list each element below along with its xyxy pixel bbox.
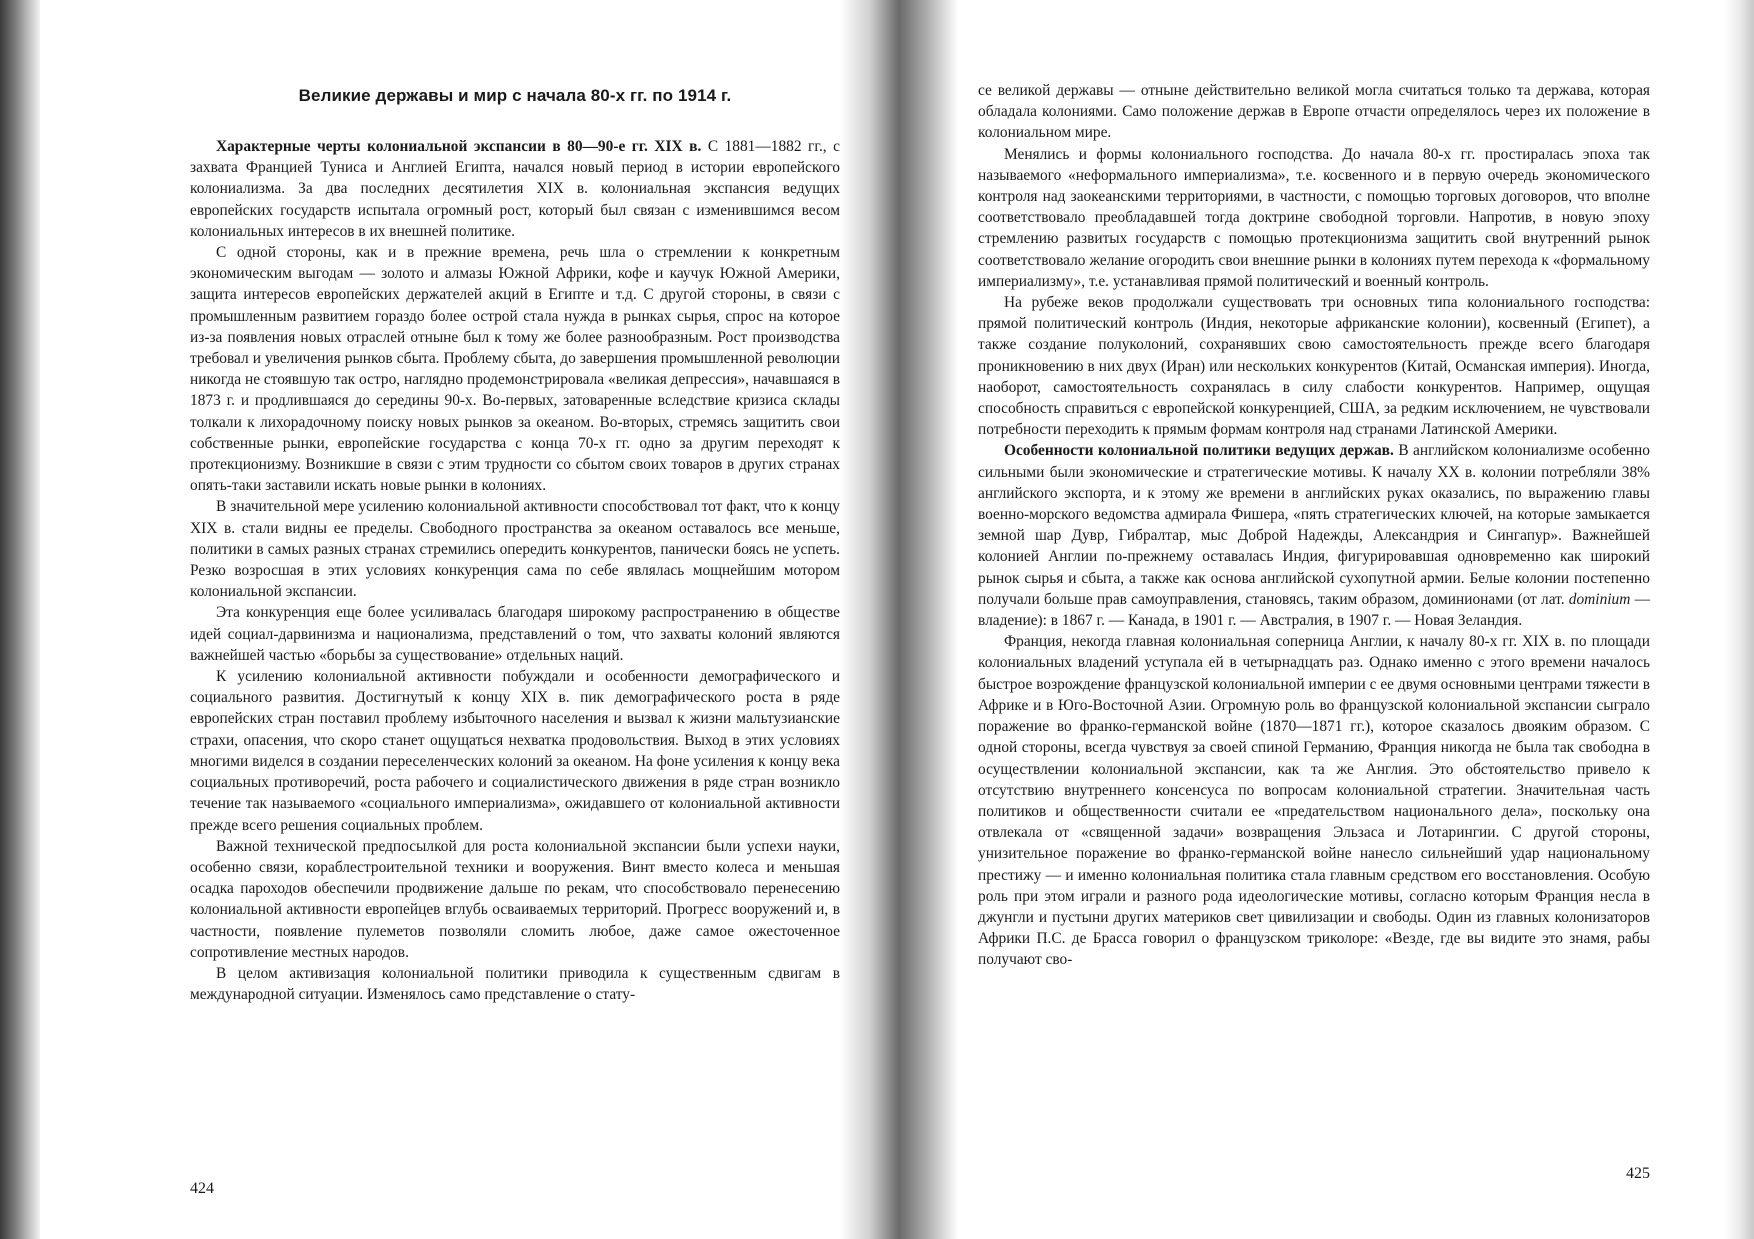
paragraph: Франция, некогда главная колониальная соперница Англии, к началу 80-х гг. XIX в. по площади колониальных владений уступала ей в четырнадцать раз. Однако именно с этого времени началось быстрое возрождение французской колониальной империи с ее двумя основными центрами тяжести в Африке и в Юго-Восточной Азии. Огромную роль во французской колониальной экспансии сыграло поражение во франко-германской войне (1870—1871 гг.), которое сказалось двояким образом. С одной стороны, всегда чувствуя за своей спиной Германию, Франция никогда не была так свободна в осуществлении колониальной экспансии, как та же Англия. Это обстоятельство привело к отсутствию внутреннего консенсуса по вопросам колониальной стратегии. Значительная часть политиков и общественности считали ее «предательством национального дела», поскольку она отвлекала от «священной задачи» возвращения Эльзаса и Лотарингии. С другой стороны, унизительное поражение во франко-германской войне нанесло сильнейший удар национальному престижу — и именно колониальная политика стала главным средством его восстановления. Особую роль при этом играли и разного рода идеологические мотивы, согласно которым Франция несла в джунгли и пустыни других материков свет цивилизации и свободы. Один из главных колонизаторов Африки П.С. де Брасса говорил о французском триколоре: «Везде, где вы видите это знамя, рабы получают сво- [978, 633, 1650, 969]
paragraph-text: — владение): в 1867 г. — Канада, в 1901 г. — Австралия, в 1907 г. — Новая Зеландия. [978, 590, 1650, 630]
paragraph [978, 440, 1650, 631]
latin-term: dominium [1568, 590, 1631, 608]
paragraph [190, 136, 840, 242]
paragraph-text: С 1881—1882 гг., с захвата Францией Туниса и Англией Египта, начался новый период в истории европейского колониализма. За два последних десятилетия XIX в. колониальная экспансия ведущих европейских государств испытала огромный рост, который был связан с изменившимся весом колониальных интересов в их внешней политике. [190, 138, 840, 240]
paragraph: се великой державы — отныне действительно великой могла считаться только та держава, которая обладала колониями. Само положение держав в Европе отчасти определялось через их положение в колониальном мире. [978, 82, 1650, 142]
paragraph-text: В английском колониализме особенно сильными были экономические и стратегические мотивы. К началу XX в. колонии потребляли 38% английского экспорта, и к этому же времени в английских руках оказались, по выражению главы военно-морского ведомства адмирала Фишера, «пять стратегических ключей, на которые замыкается земной шар Дувр, Гибралтар, мыс Доброй Надежды, Александрия и Сингапур». Важнейшей колонией Англии по-прежнему оставалась Индия, фигурировавшая одновременно как широкий рынок сырья и сбыта, а также как основа английской сухопутной армии. Белые колонии постепенно получали больше прав самоуправления, становясь, таким образом, доминионами (от лат. [978, 442, 1650, 608]
paragraph: Важной технической предпосылкой для роста колониальной экспансии были успехи науки, особенно связи, кораблестроительной техники и вооружения. Винт вместо колеса и меньшая осадка пароходов обеспечили продвижение дальше по рекам, что способствовало перенесению колониальной активности европейцев вглубь осваиваемых территорий. Прогресс вооружений и, в частности, появление пулеметов позволяли сломить любое, даже самое ожесточенное сопротивление местных народов. [190, 837, 840, 961]
left-page [190, 0, 840, 1239]
paragraph: На рубеже веков продолжали существовать три основных типа колониального господства: прямой политический контроль (Индия, некоторые африканские колонии), косвенный (Египет), а также создание полуколоний, сохранявших свою самостоятельность прежде всего благодаря проникновению в них двух (Иран) или нескольких конкурентов (Китай, Османская империя). Иногда, наоборот, самостоятельность сохранялась в силу слабости конкурентов. Например, ощущая способность справиться с европейской конкуренцией, США, за редким исключением, не чувствовали потребности переходить к прямым формам контроля над странами Латинской Америки. [978, 294, 1650, 439]
book-edge-shadow-right [1724, 0, 1754, 1239]
paragraph: С одной стороны, как и в прежние времена, речь шла о стремлении к конкретным экономическим выгодам — золото и алмазы Южной Африки, кофе и каучук Южной Америки, защита интересов европейских держателей акций в Египте и т.д. С другой стороны, в связи с промышленным развитием гораздо более острой стала нужда в рынках сырья, спрос на которое из-за появления новых отраслей отныне был к тому же более разнообразным. Рост производства требовал и увеличения рынков сбыта. Проблему сбыта, до завершения промышленной революции никогда не стоявшую так остро, наглядно продемонстрировала «великая депрессия», начавшаяся в 1873 г. и продлившаяся до середины 90-х. Во-первых, затоваренные вследствие кризиса склады толкали к лихорадочному поиску новых рынков за океаном. Во-вторых, стремясь защитить свои собственные рынки, европейские государства с конца 70-х гг. одно за другим переходят к протекционизму. Возникшие в связи с этим трудности со сбытом своих товаров в других странах опять-таки заставили искать новые рынки в колониях. [190, 244, 840, 495]
book-gutter-shadow [840, 0, 958, 1239]
section-heading: Характерные черты колониальной экспансии в 80—90-е гг. XIX в. [216, 138, 702, 155]
paragraph: Эта конкуренция еще более усиливалась благодаря широкому распространению в обществе идей социал-дарвинизма и национализма, представлений о том, что захваты колоний являются важнейшей частью «борьбы за существование» отдельных наций. [190, 604, 840, 664]
paragraph: В значительной мере усилению колониальной активности способствовал тот факт, что к концу XIX в. стали видны ее пределы. Свободного пространства за океаном оставалось все меньше, политики в самых разных странах стремились опередить конкурентов, панически боясь не успеть. Резко возросшая в этих условиях конкуренция сама по себе являлась мощнейшим мотором колониальной экспансии. [190, 498, 840, 601]
paragraph: В целом активизация колониальной политики приводила к существенным сдвигам в международной ситуации. Изменялось само представление о стату- [190, 964, 840, 1004]
section-heading: Особенности колониальной политики ведущих держав. [1004, 442, 1394, 460]
paragraph: Менялись и формы колониального господства. До начала 80-х гг. простиралась эпоха так называемого «неформального империализма», т.е. косвенного и в первую очередь экономического контроля над заокеанскими территориями, в частности, с помощью торговых договоров, что вполне соответствовало преобладавшей тогда доктрине свободной торговли. Напротив, в новую эпоху стремлению развитых государств с помощью протекционизма защитить свой внутренний рынок соответствовало желание огородить свои внешние рынки в колониях путем перехода к «формальному империализму», т.е. устанавливая прямой политический и военный контроль. [978, 145, 1650, 290]
left-page-body [190, 136, 840, 1005]
page-number: 424 [190, 1180, 214, 1197]
paragraph: К усилению колониальной активности побуждали и особенности демографического и социального развития. Достигнутый к концу XIX в. пик демографического роста в ряде европейских стран поставил проблему избыточного населения и вызвал к жизни мальтузианские страхи, опасения, что скоро станет ощущаться нехватка продовольствия. Выход в этих условиях многими виделся в создании переселенческих колоний за океаном. На фоне усиления к концу века социальных противоречий, роста рабочего и социалистического движения в ряде стран возникло течение так называемого «социального империализма», ожидавшего от колониальной активности прежде всего решения социальных проблем. [190, 668, 840, 834]
right-page [978, 0, 1650, 1239]
right-page-body [978, 80, 1650, 971]
page-number: 425 [1626, 1165, 1650, 1182]
running-title: Великие державы и мир с начала 80-х гг. по 1914 г. [298, 86, 732, 105]
book-edge-shadow-left [0, 0, 40, 1239]
